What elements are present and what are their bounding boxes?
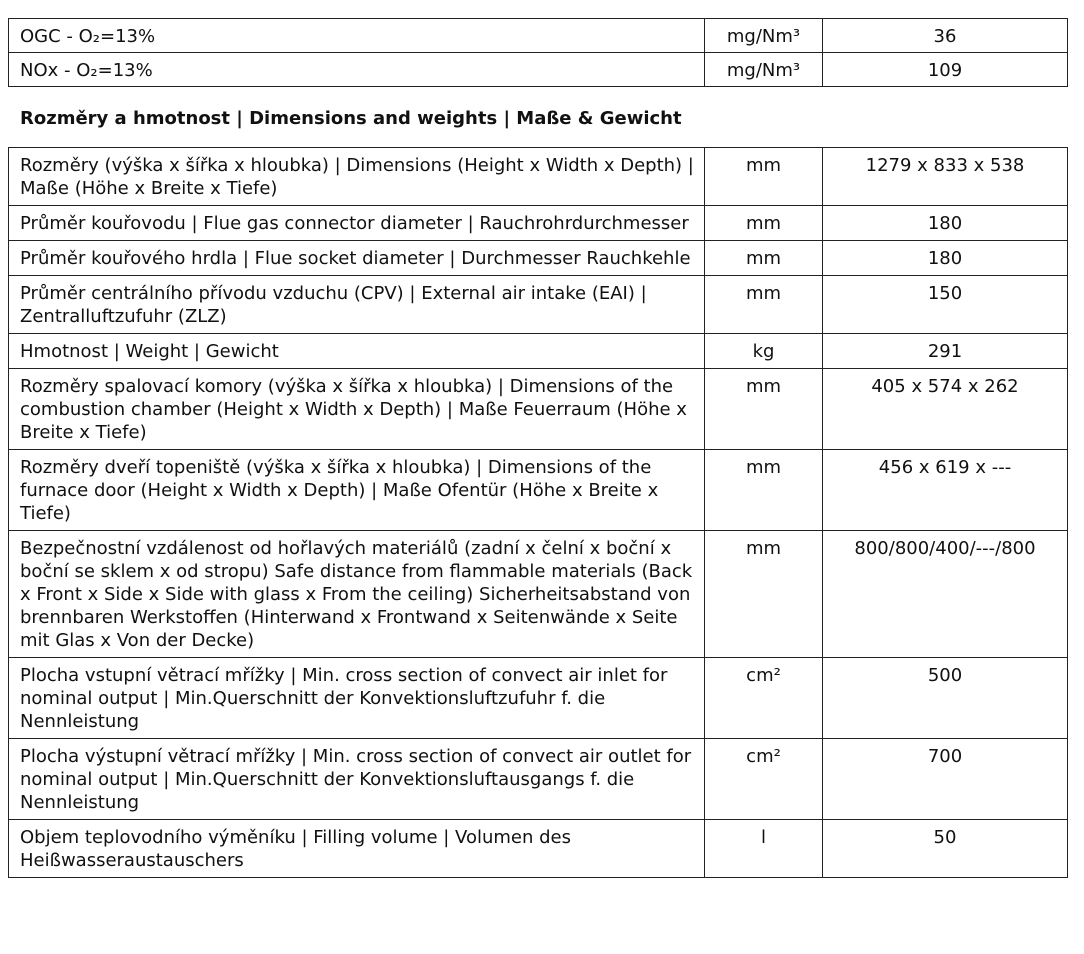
table-row	[9, 53, 1068, 87]
table-row	[9, 148, 1068, 206]
row-label: NOx - O₂=13%	[9, 53, 705, 87]
row-value: 456 x 619 x ---	[823, 450, 1068, 531]
row-value: 500	[823, 658, 1068, 739]
row-label: Hmotnost | Weight | Gewicht	[9, 334, 705, 369]
row-value: 180	[823, 241, 1068, 276]
table-row	[9, 206, 1068, 241]
table-row	[9, 739, 1068, 820]
row-unit: kg	[705, 334, 823, 369]
row-value: 291	[823, 334, 1068, 369]
row-unit: mm	[705, 450, 823, 531]
table-row	[9, 241, 1068, 276]
table-row	[9, 369, 1068, 450]
row-unit: mg/Nm³	[705, 53, 823, 87]
row-unit: l	[705, 820, 823, 878]
row-unit: mm	[705, 148, 823, 206]
table-row	[9, 658, 1068, 739]
row-unit: mg/Nm³	[705, 19, 823, 53]
row-value: 700	[823, 739, 1068, 820]
row-label: Objem teplovodního výměníku | Filling volume | Volumen des Heißwasseraustauschers	[9, 820, 705, 878]
row-unit: cm²	[705, 658, 823, 739]
table-row	[9, 276, 1068, 334]
row-label: Plocha vstupní větrací mřížky | Min. cross section of convect air inlet for nominal output | Min.Querschnitt der Konvektionsluftzufuhr f. die Nennleistung	[9, 658, 705, 739]
row-label: Průměr kouřovodu | Flue gas connector diameter | Rauchrohrdurchmesser	[9, 206, 705, 241]
row-label: Rozměry spalovací komory (výška x šířka x hloubka) | Dimensions of the combustion chamber (Height x Width x Depth) | Maße Feuerraum (Höhe x Breite x Tiefe)	[9, 369, 705, 450]
row-value: 109	[823, 53, 1068, 87]
row-unit: cm²	[705, 739, 823, 820]
row-value: 800/800/400/---/800	[823, 531, 1068, 658]
row-value: 50	[823, 820, 1068, 878]
row-label: Průměr kouřového hrdla | Flue socket diameter | Durchmesser Rauchkehle	[9, 241, 705, 276]
row-label: Průměr centrálního přívodu vzduchu (CPV) | External air intake (EAI) | Zentralluftzufuhr (ZLZ)	[9, 276, 705, 334]
table-row	[9, 820, 1068, 878]
section-heading: Rozměry a hmotnost | Dimensions and weights | Maße & Gewicht	[20, 108, 682, 129]
row-unit: mm	[705, 206, 823, 241]
row-label: Bezpečnostní vzdálenost od hořlavých materiálů (zadní x čelní x boční x boční se sklem x od stropu) Safe distance from flammable materials (Back x Front x Side x Side with glass x From the ceiling) Sicherheitsabstand von brennbaren Werkstoffen (Hinterwand x Frontwand x Seitenwände x Seite mit Glas x Von der Decke)	[9, 531, 705, 658]
table-row	[9, 450, 1068, 531]
row-value: 36	[823, 19, 1068, 53]
row-label: Rozměry dveří topeniště (výška x šířka x hloubka) | Dimensions of the furnace door (Height x Width x Depth) | Maße Ofentür (Höhe x Breite x Tiefe)	[9, 450, 705, 531]
table-row	[9, 19, 1068, 53]
row-value: 150	[823, 276, 1068, 334]
emissions-table	[8, 18, 1068, 87]
table-row	[9, 334, 1068, 369]
row-value: 180	[823, 206, 1068, 241]
row-unit: mm	[705, 241, 823, 276]
dimensions-table	[8, 147, 1068, 878]
row-label: OGC - O₂=13%	[9, 19, 705, 53]
row-unit: mm	[705, 369, 823, 450]
row-value: 405 x 574 x 262	[823, 369, 1068, 450]
row-unit: mm	[705, 276, 823, 334]
row-label: Rozměry (výška x šířka x hloubka) | Dimensions (Height x Width x Depth) | Maße (Höhe x Breite x Tiefe)	[9, 148, 705, 206]
row-label: Plocha výstupní větrací mřížky | Min. cross section of convect air outlet for nominal output | Min.Querschnitt der Konvektionsluftausgangs f. die Nennleistung	[9, 739, 705, 820]
row-unit: mm	[705, 531, 823, 658]
row-value: 1279 x 833 x 538	[823, 148, 1068, 206]
table-row	[9, 531, 1068, 658]
